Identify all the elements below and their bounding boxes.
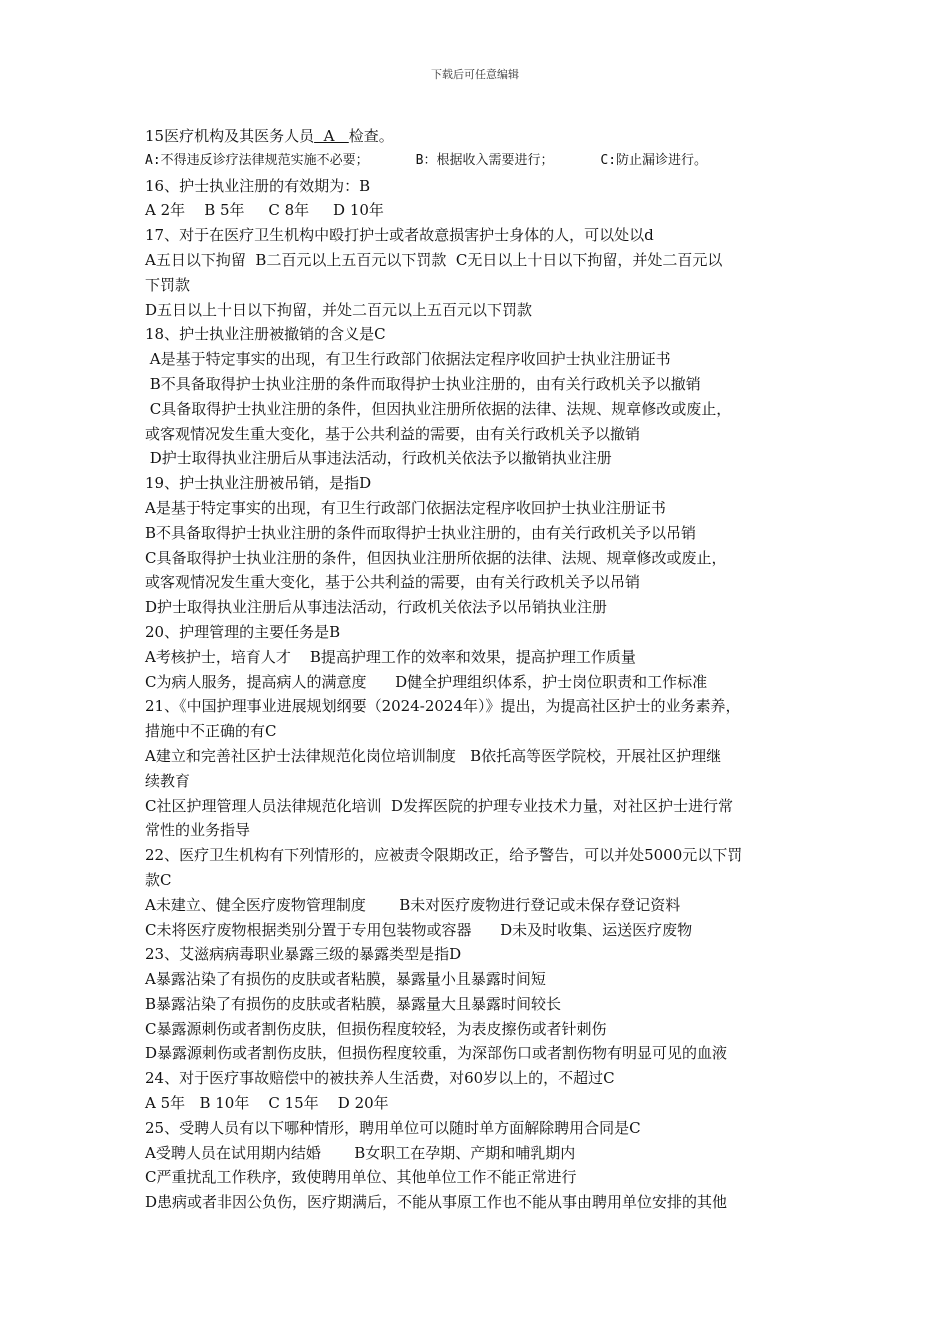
text-line: 或客观情况发生重大变化，基于公共利益的需要，由有关行政机关予以吊销 (145, 573, 641, 592)
page-header: 下载后可任意编辑 (431, 68, 519, 81)
question-15-prefix: 15医疗机构及其医务人员 (145, 127, 315, 145)
text-line: 20、护理管理的主要任务是B (145, 622, 341, 641)
text-line: D五日以上十日以下拘留，并处二百元以上五百元以下罚款 (145, 300, 533, 319)
text-line: D患病或者非因公负伤，医疗期满后，不能从事原工作也不能从事由聘用单位安排的其他 (145, 1193, 728, 1212)
text-line: A是基于特定事实的出现，有卫生行政部门依据法定程序收回护士执业注册证书 (145, 350, 671, 369)
text-line: A五日以下拘留 B二百元以上五百元以下罚款 C无日以上十日以下拘留，并处二百元以 (145, 250, 723, 269)
text-line: B暴露沾染了有损伤的皮肤或者粘膜，暴露量大且暴露时间较长 (145, 994, 562, 1013)
text-line: 21、《中国护理事业进展规划纲要（2024-2024年）》提出，为提高社区护士的业务素养， (145, 697, 741, 716)
text-line: 19、护士执业注册被吊销，是指D (145, 474, 372, 493)
text-line: 23、艾滋病病毒职业暴露三级的暴露类型是指D (145, 945, 462, 964)
text-line: D护士取得执业注册后从事违法活动，行政机关依法予以吊销执业注册 (145, 598, 608, 617)
text-line: D暴露源刺伤或者割伤皮肤，但损伤程度较重，为深部伤口或者割伤物有明显可见的血液 (145, 1044, 728, 1063)
text-line: 或客观情况发生重大变化，基于公共利益的需要，由有关行政机关予以撤销 (145, 424, 641, 443)
text-line: A暴露沾染了有损伤的皮肤或者粘膜，暴露量小且暴露时间短 (145, 970, 546, 989)
text-line: 22、医疗卫生机构有下列情形的，应被责令限期改正，给予警告，可以并处5000元以下罚 (145, 846, 743, 865)
text-line: D护士取得执业注册后从事违法活动，行政机关依法予以撤销执业注册 (145, 449, 612, 468)
text-line: 25、受聘人员有以下哪种情形，聘用单位可以随时单方面解除聘用合同是C (145, 1118, 641, 1137)
text-line: A 5年 B 10年 C 15年 D 20年 (145, 1094, 389, 1113)
document-body (145, 124, 813, 1215)
text-line: 24、对于医疗事故赔偿中的被扶养人生活费，对60岁以上的，不超过C (145, 1069, 615, 1088)
text-line: C严重扰乱工作秩序，致使聘用单位、其他单位工作不能正常进行 (145, 1168, 577, 1187)
text-line: A考核护士，培育人才 B提高护理工作的效率和效果，提高护理工作质量 (145, 647, 636, 666)
question-15-answer-blank: A (314, 127, 349, 145)
text-line: C未将医疗废物根据类别分置于专用包装物或容器 D未及时收集、运送医疗废物 (145, 920, 693, 939)
text-line: 16、护士执业注册的有效期为：B (145, 176, 371, 195)
text-line: C为病人服务，提高病人的满意度 D健全护理组织体系，护士岗位职责和工作标准 (145, 672, 708, 691)
text-line: B不具备取得护士执业注册的条件而取得护士执业注册的，由有关行政机关予以吊销 (145, 523, 697, 542)
text-line: C具备取得护士执业注册的条件，但因执业注册所依据的法律、法规、规章修改或废止， (145, 548, 727, 567)
text-line: 17、对于在医疗卫生机构中殴打护士或者故意损害护士身体的人，可以处以d (145, 226, 654, 245)
text-line: 18、护士执业注册被撤销的含义是C (145, 325, 386, 344)
question-15-suffix: 检查。 (348, 127, 394, 145)
text-line: A 2年 B 5年 C 8年 D 10年 (145, 201, 384, 220)
text-line: A建立和完善社区护士法律规范化岗位培训制度 B依托高等医学院校，开展社区护理继 (145, 746, 722, 765)
text-line: 续教育 (145, 771, 191, 790)
text-line: 款C (145, 870, 172, 889)
text-line: B不具备取得护士执业注册的条件而取得护士执业注册的，由有关行政机关予以撤销 (145, 374, 701, 393)
text-line: C具备取得护士执业注册的条件，但因执业注册所依据的法律、法规、规章修改或废止， (145, 399, 732, 418)
text-line: C暴露源刺伤或者割伤皮肤，但损伤程度较轻，为表皮擦伤或者针刺伤 (145, 1019, 607, 1038)
text-line: 常性的业务指导 (145, 821, 251, 840)
text-line: A是基于特定事实的出现，有卫生行政部门依据法定程序收回护士执业注册证书 (145, 498, 666, 517)
text-line: A受聘人员在试用期内结婚 B女职工在孕期、产期和哺乳期内 (145, 1143, 576, 1162)
question-15-options: A:不得违反诊疗法律规范实施不必要； B：根据收入需要进行； C:防止漏诊进行。 (145, 152, 708, 168)
text-line: C社区护理管理人员法律规范化培训 D发挥医院的护理专业技术力量，对社区护士进行常 (145, 796, 734, 815)
text-line: 下罚款 (145, 275, 191, 294)
text-line: 措施中不正确的有C (145, 722, 277, 741)
question-15 (145, 124, 813, 149)
text-line: A未建立、健全医疗废物管理制度 B未对医疗废物进行登记或未保存登记资料 (145, 895, 681, 914)
